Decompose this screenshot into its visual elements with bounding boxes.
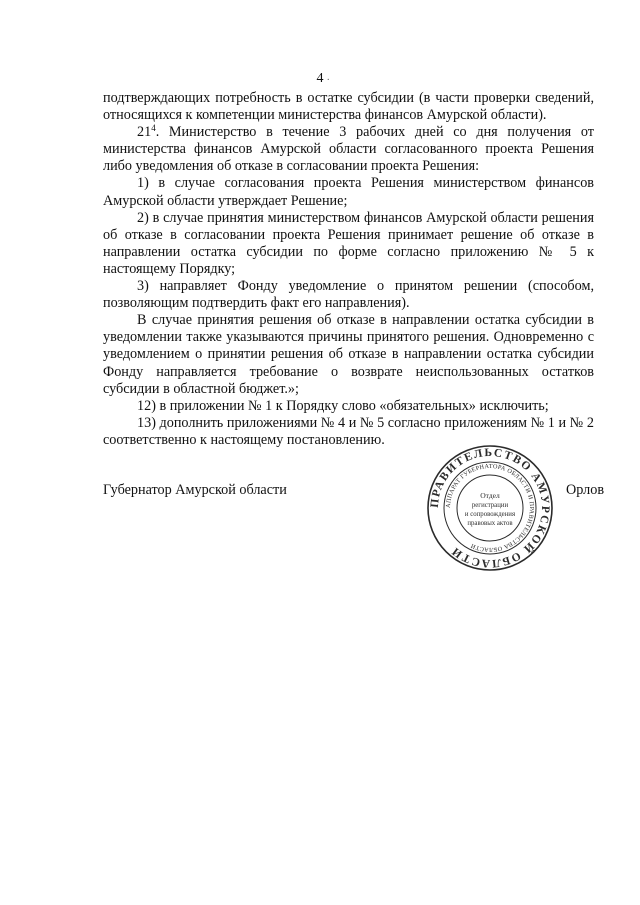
page-mark: .	[327, 72, 330, 83]
seal-inner-text: АППАРАТ ГУБЕРНАТОРА ОБЛАСТИ И ПРАВИТЕЛЬСТВА ОБЛАСТИ	[444, 462, 536, 554]
paragraph-continuation: подтверждающих потребность в остатке субсидии (в части проверки сведений, относящихся к компетенции министерства финансов Амурской области).	[103, 90, 594, 124]
seal-center-line-1: Отдел	[480, 491, 500, 500]
paragraph-clause-21-4	[103, 124, 594, 175]
seal-graphic	[425, 443, 555, 573]
clause-superscript: 4	[151, 123, 156, 134]
clause-number: 21	[137, 124, 152, 141]
paragraph-item-2: 2) в случае принятия министерством финансов Амурской области решения об отказе в согласовании проекта Решения принимает решение об отказе в направлении остатка субсидии по форме согласно приложению № 5 к настоящему Порядку;	[103, 209, 594, 277]
official-seal	[425, 443, 555, 573]
signatory-name: Орлов	[566, 482, 605, 498]
paragraph-item-3: 3) направляет Фонду уведомление о принятом решении (способом, позволяющим подтвердить факт его направления).	[103, 278, 594, 312]
paragraph-item-12: 12) в приложении № 1 к Порядку слово «обязательных» исключить;	[137, 397, 549, 414]
paragraph-item-1: 1) в случае согласования проекта Решения министерством финансов Амурской области утверждает Решение;	[103, 175, 594, 209]
seal-center-line-2: регистрации	[471, 502, 509, 509]
paragraph-refusal: В случае принятия решения об отказе в направлении остатка субсидии в уведомлении также указываются причины принятого решения. Одновременно с уведомлением о принятии решения об отказе в направлении остатка субсидии Фонду направляется требование о возврате неиспользованных остатков субсидии в областной бюджет.»;	[103, 312, 594, 397]
signatory-title: Губернатор Амурской области	[103, 482, 287, 498]
clause-text: . Министерство в течение 3 рабочих дней со дня получения от министерства финансов Амурской области согласованного проекта Решения либо уведомления об отказе в согласовании проекта Решения:	[103, 124, 594, 175]
page-number-value: 4	[316, 71, 324, 86]
seal-center-line-3: и сопровождения	[464, 511, 516, 518]
paragraph-item-13: 13) дополнить приложениями № 4 и № 5 согласно приложениям № 1 и № 2 соответственно к настоящему постановлению.	[103, 414, 594, 448]
seal-center-line-4: правовых актов	[467, 520, 513, 527]
page-number	[0, 70, 640, 87]
document-body	[103, 90, 594, 449]
seal-outer-text: ПРАВИТЕЛЬСТВО АМУРСКОЙ ОБЛАСТИ	[428, 446, 552, 570]
